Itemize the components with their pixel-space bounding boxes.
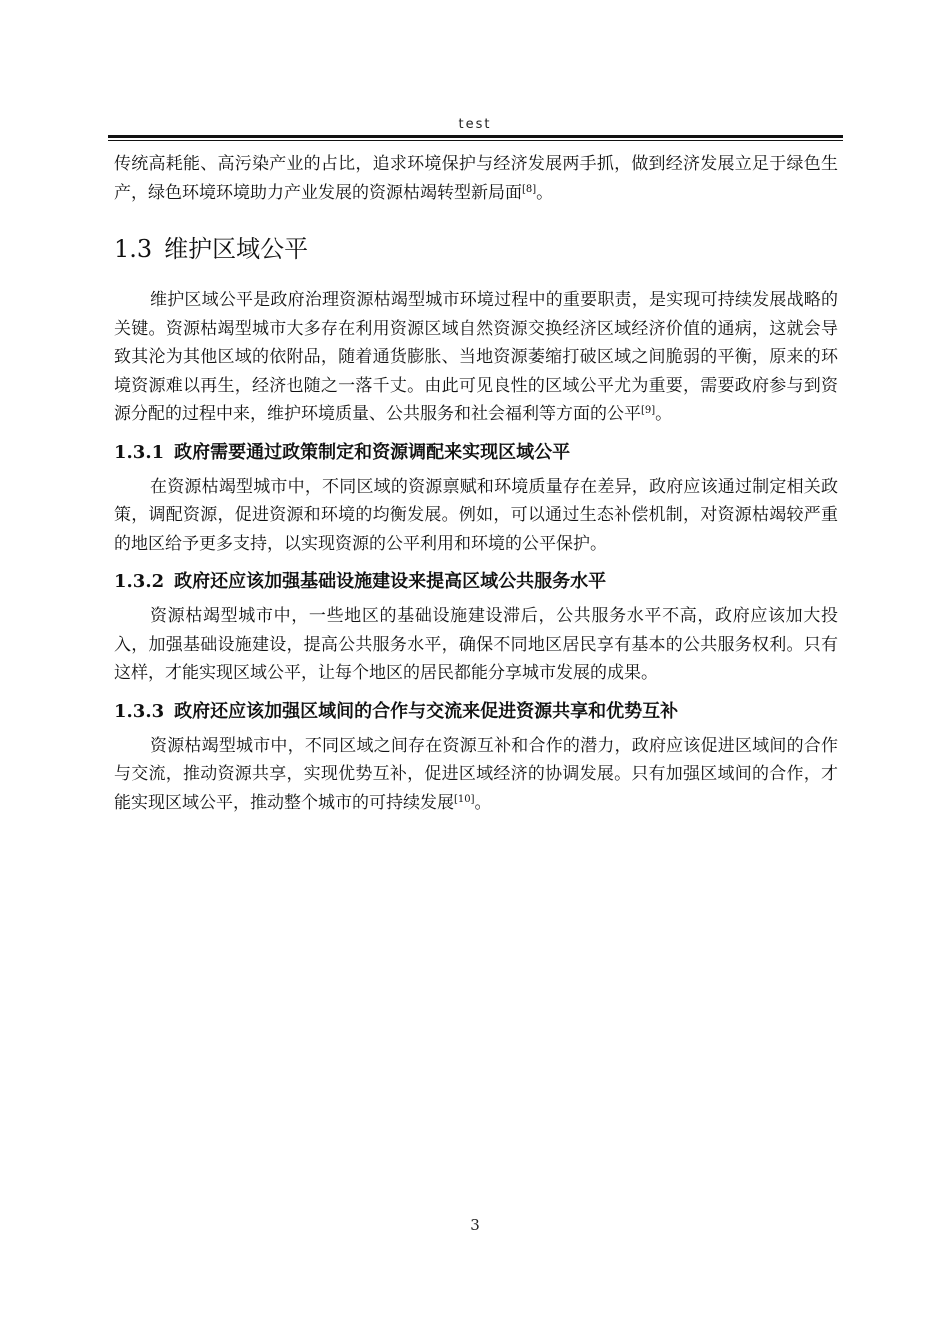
citation-ref: [9]	[641, 405, 656, 416]
section-1-3-3-paragraph: 资源枯竭型城市中，不同区域之间存在资源互补和合作的潜力，政府应该促进区域间的合作与交流，推动资源共享，实现优势互补，促进区域经济的协调发展。只有加强区域间的合作，才能实现区域公平，推动整个城市的可持续发展[10]。	[114, 735, 838, 813]
running-header: test	[458, 117, 492, 132]
header-rule-thin	[108, 140, 843, 141]
intro-paragraph: 传统高耗能、高污染产业的占比，追求环境保护与经济发展两手抓，做到经济发展立足于绿色生产，绿色环境环境助力产业发展的资源枯竭转型新局面[8]。	[114, 154, 838, 203]
section-heading-1-3: 1.3 维护区域公平	[114, 235, 309, 263]
header-rule-thick	[108, 135, 843, 138]
section-1-3-1-paragraph: 在资源枯竭型城市中，不同区域的资源禀赋和环境质量存在差异，政府应该通过制定相关政策，调配资源，促进资源和环境的均衡发展。例如，可以通过生态补偿机制，对资源枯竭较严重的地区给予更多支持，以实现资源的公平利用和环境的公平保护。	[114, 476, 838, 554]
section-heading-1-3-1: 1.3.1 政府需要通过政策制定和资源调配来实现区域公平	[114, 441, 571, 463]
page-body	[114, 150, 838, 817]
section-heading-1-3-2: 1.3.2 政府还应该加强基础设施建设来提高区域公共服务水平	[114, 571, 607, 592]
section-1-3-2-paragraph: 资源枯竭型城市中，一些地区的基础设施建设滞后，公共服务水平不高，政府应该加大投入，加强基础设施建设，提高公共服务水平，确保不同地区居民享有基本的公共服务权利。只有这样，才能实现区域公平，让每个地区的居民都能分享城市发展的成果。	[114, 606, 838, 683]
citation-ref: [8]	[522, 183, 537, 195]
section-heading-1-3-3: 1.3.3 政府还应该加强区域间的合作与交流来促进资源共享和优势互补	[114, 700, 679, 722]
section-1-3-paragraph: 维护区域公平是政府治理资源枯竭型城市环境过程中的重要职责，是实现可持续发展战略的关键。资源枯竭型城市大多存在利用资源区域自然资源交换经济区域经济价值的通病，这就会导致其沦为其他区域的依附品，随着通货膨胀、当地资源萎缩打破区域之间脆弱的平衡，原来的环境资源难以再生，经济也随之一落千丈。由此可见良性的区域公平尤为重要，需要政府参与到资源分配的过程中来，维护环境质量、公共服务和社会福利等方面的公平[9]。	[114, 290, 838, 424]
page-number: 3	[470, 1216, 480, 1234]
citation-ref: [10]	[454, 793, 475, 805]
